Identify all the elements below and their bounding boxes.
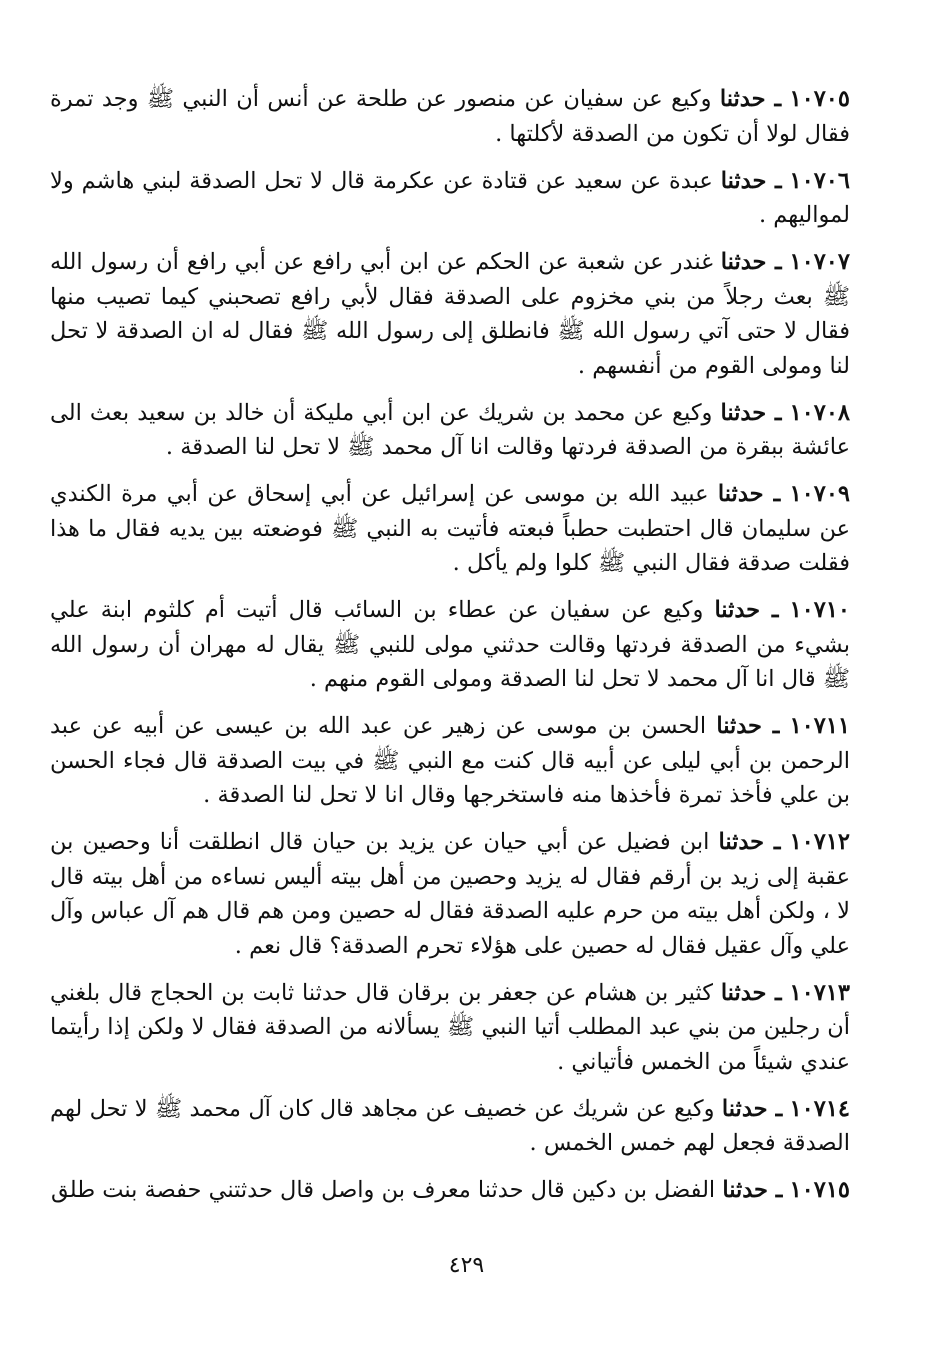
- hadith-number: ١٠٧٠٦: [789, 167, 850, 194]
- hadith-page-body: [50, 82, 850, 1220]
- hadith-entry: [50, 477, 850, 581]
- hadith-entry: [50, 709, 850, 813]
- hadith-text: الفضل بن دكين قال حدثنا معرف بن واصل قال حدثتني حفصة بنت طلق: [50, 1177, 716, 1203]
- hadith-text: وكيع عن شريك عن خصيف عن مجاهد قال كان آل محمد ﷺ لا تحل لهم الصدقة فجعل لهم خمس الخمس .: [50, 1095, 850, 1156]
- hadith-text: عبدة عن سعيد عن قتادة عن عكرمة قال لا تحل الصدقة لبني هاشم ولا لمواليهم .: [50, 167, 850, 228]
- hadith-entry: [50, 1092, 850, 1161]
- page-number: ٤٢٩: [448, 1253, 485, 1278]
- hadith-number: ١٠٧٠٧: [789, 249, 850, 275]
- hadith-label: ـ حدثنا: [721, 1095, 783, 1122]
- hadith-entry: [50, 396, 850, 465]
- hadith-text: وكيع عن محمد بن شريك عن ابن أبي مليكة أن خالد بن سعيد بعث الى عائشة ببقرة من الصدقة فردتها وقالت انا آل محمد ﷺ لا تحل لنا الصدقة .: [50, 399, 850, 460]
- hadith-entry: [50, 825, 850, 963]
- hadith-entry: [50, 164, 850, 233]
- hadith-number: ١٠٧١١: [789, 713, 851, 739]
- hadith-entry: [50, 245, 850, 383]
- hadith-label: ـ حدثنا: [720, 979, 782, 1006]
- hadith-label: ـ حدثنا: [720, 167, 782, 194]
- hadith-text: الحسن بن موسى عن زهير عن عبد الله بن عيسى عن أبيه عن عبد الرحمن بن أبي ليلى عن أبيه قال كنت مع النبي ﷺ في بيت الصدقة قال فجاء الحسن بن علي فأخذ تمرة فأخذها منه فاستخرجها وقال انا لا تحل لنا الصدقة .: [50, 713, 850, 808]
- hadith-label: ـ حدثنا: [722, 1177, 783, 1203]
- hadith-entry: [50, 976, 850, 1080]
- hadith-text: غندر عن شعبة عن الحكم عن ابن أبي رافع عن أبي رافع أن رسول الله ﷺ بعث رجلاً من بني مخزوم على الصدقة فقال لأبي رافع تصحبني كيما تصيب منها فقال لا حتى آتي رسول الله ﷺ فانطلق إلى رسول الله ﷺ فقال له ان الصدقة لا تحل لنا ومولى القوم من أنفسهم .: [50, 249, 850, 379]
- hadith-text: وكيع عن سفيان عن منصور عن طلحة عن أنس أن النبي ﷺ وجد تمرة فقال لولا أن تكون من الصدقة لأكلتها .: [50, 86, 850, 147]
- hadith-number: ١٠٧١٥: [789, 1177, 850, 1203]
- hadith-label: ـ حدثنا: [719, 86, 782, 112]
- hadith-label: ـ حدثنا: [714, 597, 779, 623]
- hadith-text: وكيع عن سفيان عن عطاء بن السائب قال أتيت أم كلثوم ابنة علي بشيء من الصدقة فردتها وقالت حدثني مولى للنبي ﷺ يقال له مهران أن رسول الله ﷺ قال انا آل محمد لا تحل لنا الصدقة ومولى القوم منهم .: [50, 597, 850, 692]
- hadith-label: ـ حدثنا: [720, 399, 782, 426]
- hadith-number: ١٠٧٠٨: [789, 399, 850, 426]
- hadith-text: كثير بن هشام عن جعفر بن برقان قال حدثنا ثابت بن الحجاج قال بلغني أن رجلين من بني عبد المطلب أتيا النبي ﷺ يسألانه من الصدقة فقال لا ولكن إذا رأيتما عندي شيئاً من الخمس فأتياني .: [50, 979, 850, 1075]
- hadith-number: ١٠٧٠٩: [789, 481, 850, 507]
- hadith-text: عبيد الله بن موسى عن إسرائيل عن أبي إسحاق عن أبي مرة الكندي عن سليمان قال احتطبت حطباً فبعته فأتيت به النبي ﷺ فوضعته بين يديه فقال ما هذا فقلت صدقة فقال النبي ﷺ كلوا ولم يأكل .: [50, 481, 850, 576]
- hadith-number: ١٠٧٠٥: [789, 86, 850, 112]
- hadith-number: ١٠٧١٣: [789, 979, 850, 1006]
- hadith-entry: [50, 593, 850, 697]
- hadith-label: ـ حدثنا: [720, 249, 782, 275]
- hadith-text: ابن فضيل عن أبي حيان عن يزيد بن حيان قال انطلقت أنا وحصين بن عقبة إلى زيد بن أرقم فقال له يزيد وحصين من أهل بيته أليس نساءه من أهل بيته قال لا ، ولكن أهل بيته من حرم عليه الصدقة فقال له حصين ومن هم قال هم آل عباس وآل علي وآل عقيل فقال له حصين على هؤلاء تحرم الصدقة؟ قال نعم .: [50, 829, 851, 959]
- hadith-label: ـ حدثنا: [717, 481, 781, 507]
- hadith-number: ١٠٧١٤: [789, 1095, 851, 1122]
- hadith-label: ـ حدثنا: [716, 713, 780, 739]
- hadith-label: ـ حدثنا: [718, 829, 781, 855]
- hadith-number: ١٠٧١٢: [789, 829, 850, 855]
- hadith-number: ١٠٧١٠: [789, 597, 851, 623]
- hadith-entry: [50, 1173, 850, 1208]
- hadith-entry: [50, 82, 850, 151]
